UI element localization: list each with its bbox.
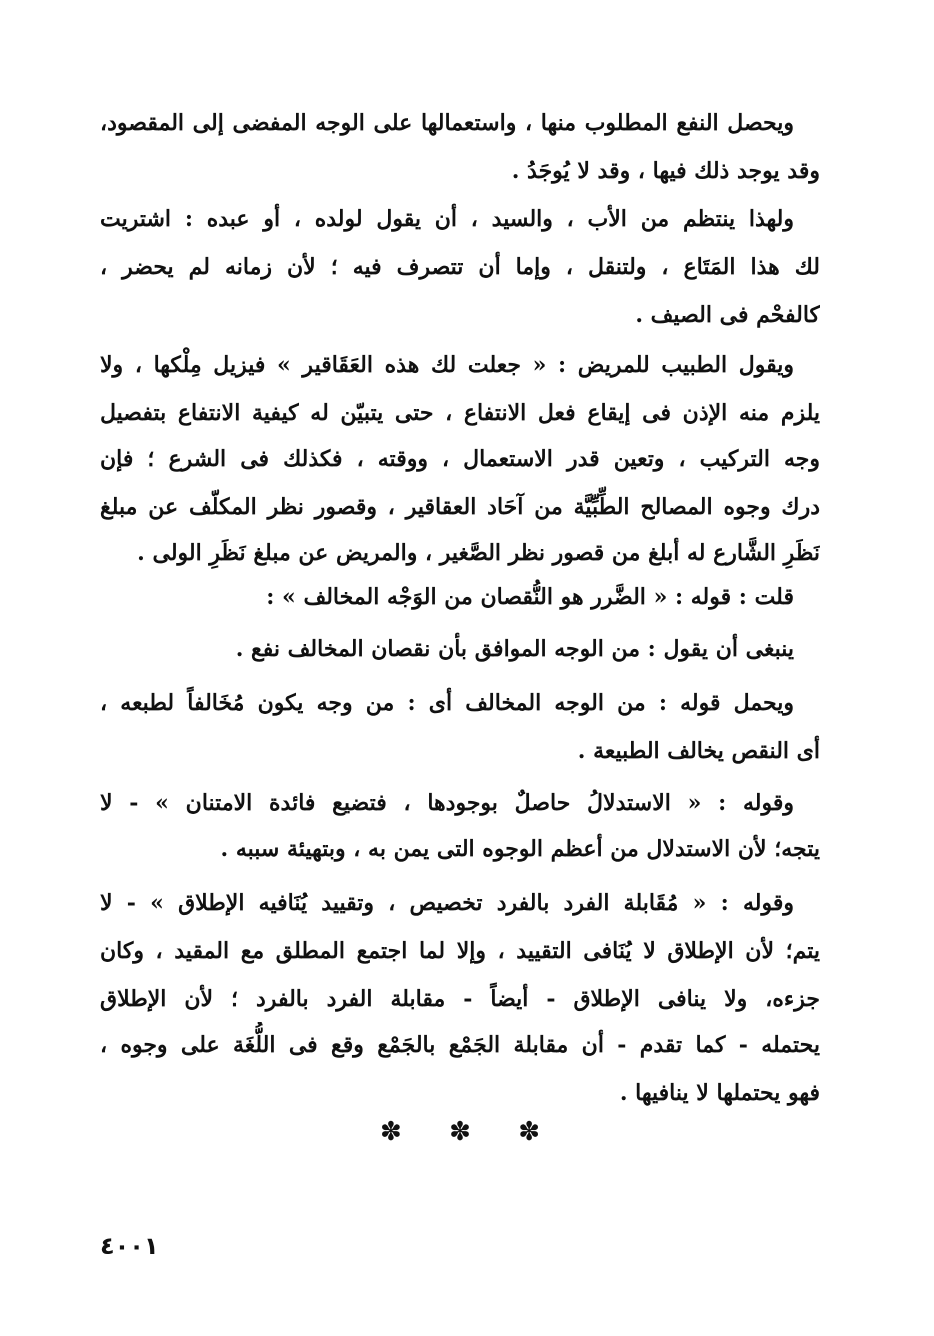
asterism-icon: ✽: [449, 1117, 471, 1147]
text-line: قلت : قوله : « الضَّرر هو النُّقصان من الوَجْه المخالف » :: [266, 584, 794, 610]
text-line: ويحمل قوله : من الوجه المخالف أى : من وجه يكون مُخَالفاً لطبعه ،: [100, 690, 794, 716]
text-line: وقوله : « مُقَابلة الفرد بالفرد تخصيص ، وتقييد يُنَافيه الإطلاق » - لا: [100, 890, 794, 916]
text-line: كالفحْم فى الصيف .: [635, 302, 820, 328]
text-line: أى النقص يخالف الطبيعة .: [577, 738, 820, 764]
text-line: وقد يوجد ذلك فيها ، وقد لا يُوجَدُ .: [511, 158, 820, 184]
text-line: وقوله : « الاستدلالُ حاصلٌ بوجودها ، فتضيع فائدة الامتنان » - لا: [100, 790, 794, 816]
text-line: ويقول الطبيب للمريض : « جعلت لك هذه العَقَاقير » فيزيل مِلْكها ، ولا: [100, 352, 794, 378]
text-line: ويحصل النفع المطلوب منها ، واستعمالها على الوجه المفضى إلى المقصود،: [100, 110, 794, 136]
text-line: جزءه، ولا ينافى الإطلاق - أيضاً - مقابلة الفرد بالفرد ؛ لأن الإطلاق: [100, 986, 820, 1012]
text-line: يتجه؛ لأن الاستدلال من أعظم الوجوه التى يمن به ، وبتهيئة سببه .: [220, 836, 820, 862]
text-line: يلزم منه الإذن فى إيقاع فعل الانتفاع ، حتى يتبيّن له كيفية الانتفاع بتفصيل: [100, 400, 820, 426]
text-line: ينبغى أن يقول : من الوجه الموافق بأن نقصان المخالف نفع .: [235, 636, 794, 662]
section-divider: [380, 1112, 540, 1152]
text-line: وجه التركيب ، وتعين قدر الاستعمال ، ووقته ، فكذلك فى الشرع ؛ فإن: [100, 446, 820, 472]
text-line: لك هذا المَتَاع ، ولتنقل ، وإما أن تتصرف فيه ؛ لأن زمانه لم يحضر ،: [100, 254, 820, 280]
asterism-icon: ✽: [380, 1117, 402, 1147]
text-line: يتم؛ لأن الإطلاق لا يُنَافى التقييد ، وإلا لما اجتمع المطلق مع المقيد ، وكان: [100, 938, 820, 964]
page-number: ٤٠٠١: [100, 1232, 159, 1260]
text-line: ولهذا ينتظم من الأب ، والسيد ، أن يقول لولده ، أو عبده : اشتريت: [100, 206, 794, 232]
text-line: يحتمله - كما تقدم - أن مقابلة الجَمْع بالجَمْع وقع فى اللُّغَة على وجوه ،: [100, 1032, 820, 1058]
text-line: نَظَرِ الشَّارع له أبلغ من قصور نظر الصَّغير ، والمريض عن مبلغ نَظَرِ الولى .: [137, 540, 820, 566]
text-line: فهو يحتملها لا ينافيها .: [619, 1080, 820, 1106]
asterism-icon: ✽: [518, 1117, 540, 1147]
text-line: درك وجوه المصالح الطِّبِّيَّة من آحَاد العقاقير ، وقصور نظر المكلّف عن مبلغ: [100, 494, 820, 520]
